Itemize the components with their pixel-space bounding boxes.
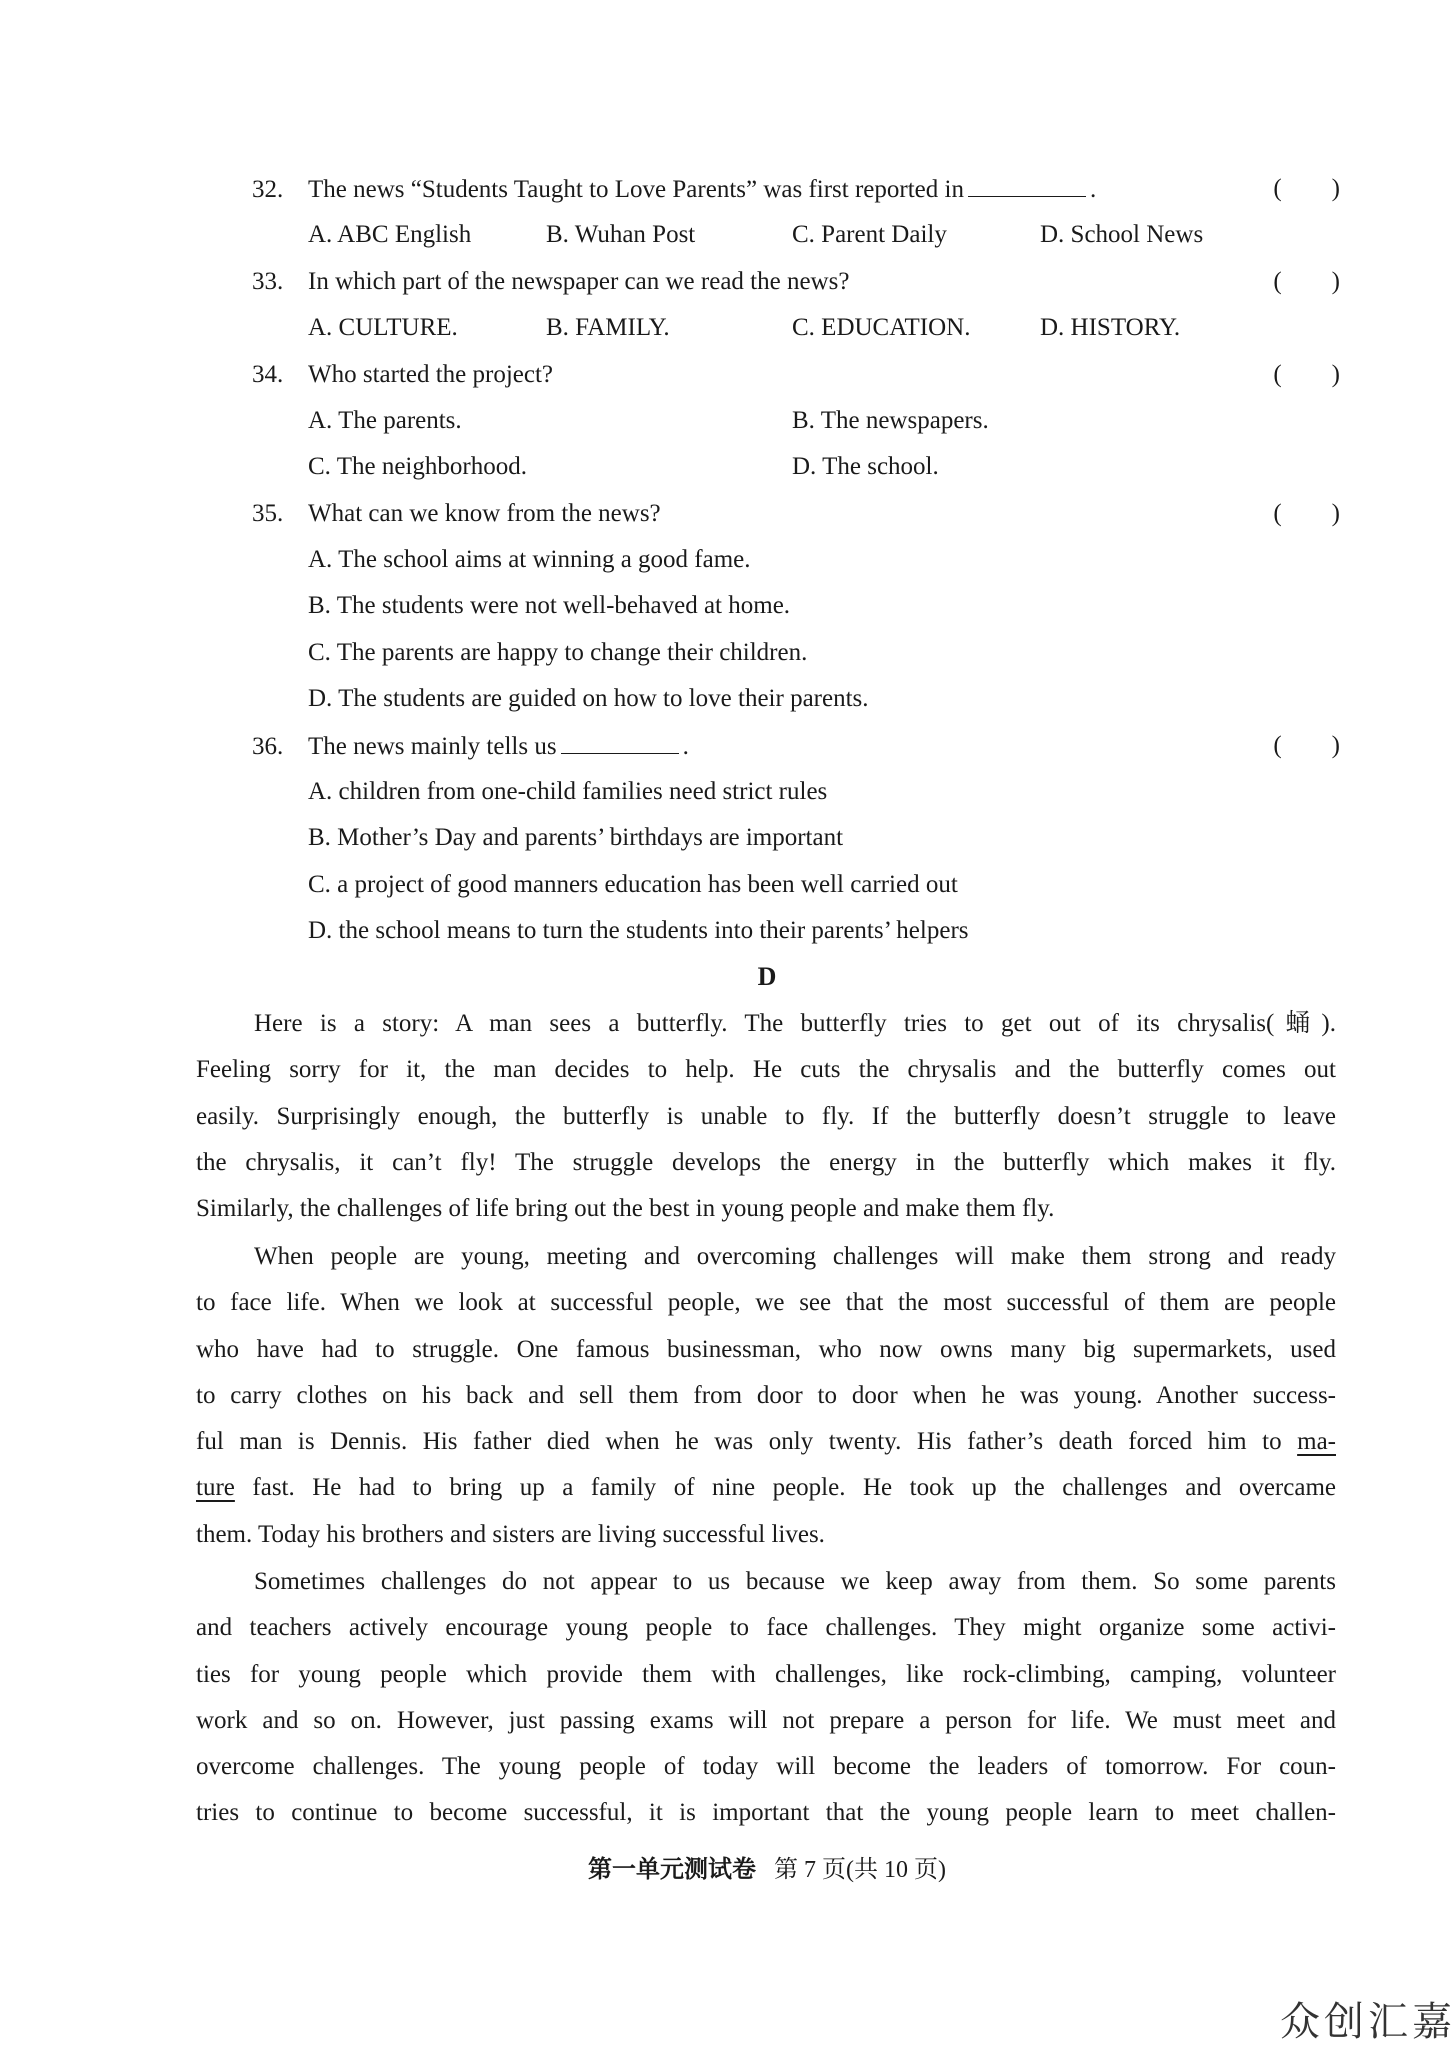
footer-unit: 第一单元测试卷	[588, 1857, 756, 1883]
passage-line	[196, 1419, 1336, 1465]
option-c: C. Parent Daily	[792, 221, 947, 248]
passage-line: the chrysalis, it can’t fly! The struggle develops the energy in the butterfly which makes it fly.	[196, 1148, 1336, 1176]
option-b: B. Mother’s Day and parents’ birthdays are important	[308, 824, 844, 851]
passage-text: ful man is Dennis. His father died when he was only twenty. His father’s death forced him to	[196, 1428, 1298, 1456]
passage-line: and teachers actively encourage young people to face challenges. They might organize some activi-	[196, 1614, 1336, 1642]
passage-line: When people are young, meeting and overcoming challenges will make them strong and ready	[254, 1243, 1336, 1270]
option-c: C. The neighborhood.	[308, 453, 527, 480]
option-c: C. The parents are happy to change their children.	[308, 639, 808, 666]
option-a: A. children from one-child families need strict rules	[308, 778, 828, 805]
question-36	[252, 723, 1340, 769]
option-a: A. CULTURE.	[308, 314, 458, 341]
passage-line: easily. Surprisingly enough, the butterfly is unable to fly. If the butterfly doesn’t struggle to leave	[196, 1102, 1336, 1130]
passage-paragraph-2	[196, 1234, 1336, 1558]
answer-parentheses: ( )	[1273, 268, 1340, 295]
passage-line: Similarly, the challenges of life bring out the best in young people and make them fly.	[196, 1195, 1055, 1223]
option-d: D. School News	[1040, 221, 1204, 248]
underlined-word: ma-	[1297, 1428, 1336, 1456]
passage-paragraph-1	[196, 1001, 1336, 1232]
answer-blank	[561, 723, 679, 754]
question-33	[252, 259, 1340, 305]
option-b: B. The students were not well-behaved at home.	[308, 592, 791, 619]
option-b: B. FAMILY.	[546, 314, 670, 341]
passage-paragraph-3	[196, 1559, 1336, 1837]
question-stem-end: .	[1089, 176, 1097, 203]
underlined-word: ture	[196, 1474, 235, 1502]
passage-line: to face life. When we look at successful people, we see that the most successful of them are people	[196, 1289, 1336, 1317]
answer-parentheses: ( )	[1273, 175, 1340, 202]
passage-line: tries to continue to become successful, it is important that the young people learn to meet challen-	[196, 1799, 1336, 1827]
question-number: 34.	[252, 361, 284, 388]
section-title: D	[757, 962, 777, 991]
passage-line	[196, 1465, 1336, 1511]
answer-parentheses: ( )	[1273, 500, 1340, 527]
passage-line: Here is a story: A man sees a butterfly. The butterfly tries to get out of its chrysalis(蛹).	[254, 1010, 1336, 1037]
question-stem: What can we know from the news?	[308, 500, 661, 527]
option-d: D. The school.	[792, 453, 939, 480]
passage-line: overcome challenges. The young people of today will become the leaders of tomorrow. For coun-	[196, 1753, 1336, 1781]
question-stem: The news mainly tells us	[308, 733, 557, 760]
option-a: A. The school aims at winning a good fame.	[308, 546, 751, 573]
passage-line: to carry clothes on his back and sell them from door to door when he was young. Another success-	[196, 1381, 1336, 1409]
option-c: C. a project of good manners education has been well carried out	[308, 871, 958, 898]
question-stem: In which part of the newspaper can we read the news?	[308, 268, 850, 295]
passage-line: ties for young people which provide them with challenges, like rock-climbing, camping, volunteer	[196, 1660, 1336, 1688]
passage-line: them. Today his brothers and sisters are living successful lives.	[196, 1520, 825, 1548]
question-stem: Who started the project?	[308, 361, 554, 388]
option-b: B. Wuhan Post	[546, 221, 696, 248]
answer-parentheses: ( )	[1273, 361, 1340, 388]
passage-line: Sometimes challenges do not appear to us because we keep away from them. So some parents	[254, 1568, 1336, 1595]
question-34	[252, 352, 1340, 398]
question-32	[252, 166, 1340, 212]
option-d: D. HISTORY.	[1040, 314, 1181, 341]
question-number: 36.	[252, 733, 284, 760]
answer-parentheses: ( )	[1273, 732, 1340, 759]
question-stem-end: .	[682, 733, 689, 760]
footer-page-number: 第 7 页(共 10 页)	[774, 1857, 946, 1883]
question-number: 35.	[252, 500, 284, 527]
option-b: B. The newspapers.	[792, 407, 989, 434]
option-c: C. EDUCATION.	[792, 314, 971, 341]
question-number: 32.	[252, 176, 284, 203]
option-d: D. The students are guided on how to love their parents.	[308, 685, 869, 712]
passage-line: work and so on. However, just passing exams will not prepare a person for life. We must meet and	[196, 1706, 1336, 1734]
answer-blank	[968, 166, 1086, 197]
passage-text: fast. He had to bring up a family of nine people. He took up the challenges and overcame	[234, 1474, 1336, 1502]
option-a: A. ABC English	[308, 221, 472, 248]
question-35	[252, 491, 1340, 537]
option-d: D. the school means to turn the students into their parents’ helpers	[308, 917, 969, 944]
watermark-logo: 众创汇嘉	[1280, 1999, 1456, 2045]
question-number: 33.	[252, 268, 284, 295]
question-stem: The news “Students Taught to Love Parents” was first reported in	[308, 176, 964, 203]
option-a: A. The parents.	[308, 407, 462, 434]
page-footer	[0, 1850, 1456, 1890]
passage-line: Feeling sorry for it, the man decides to help. He cuts the chrysalis and the butterfly comes out	[196, 1056, 1336, 1084]
passage-line: who have had to struggle. One famous businessman, who now owns many big supermarkets, used	[196, 1335, 1336, 1363]
